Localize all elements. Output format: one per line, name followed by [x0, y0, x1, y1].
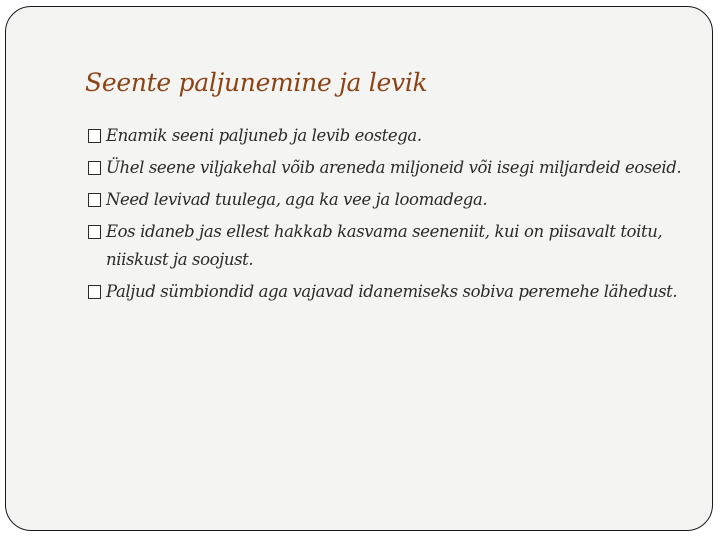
bullet-text: Paljud sümbiondid aga vajavad idanemiseks sobiva peremehe lähedust.	[106, 282, 678, 301]
bullet-text: Eos idaneb jas ellest hakkab kasvama seeneniit, kui on piisavalt toitu, niiskust ja soojust.	[106, 222, 663, 269]
missing-glyph-box-icon	[88, 285, 101, 299]
missing-glyph-box-icon	[88, 225, 101, 239]
missing-glyph-box-icon	[88, 161, 101, 175]
slide-title: Seente paljunemine ja levik	[85, 68, 428, 97]
bullet-text: Ühel seene viljakehal võib areneda miljoneid või isegi miljardeid eoseid.	[106, 158, 682, 177]
missing-glyph-box-icon	[88, 193, 101, 207]
slide	[5, 6, 713, 531]
bullet-text: Need levivad tuulega, aga ka vee ja loomadega.	[106, 190, 488, 209]
bullet-item	[88, 186, 703, 214]
bullet-item	[88, 154, 703, 182]
bullet-item	[88, 122, 703, 150]
bullet-item	[88, 218, 703, 274]
missing-glyph-box-icon	[88, 129, 101, 143]
bullet-text: Enamik seeni paljuneb ja levib eostega.	[106, 126, 422, 145]
bullet-item	[88, 278, 703, 306]
bullet-list	[88, 122, 703, 310]
